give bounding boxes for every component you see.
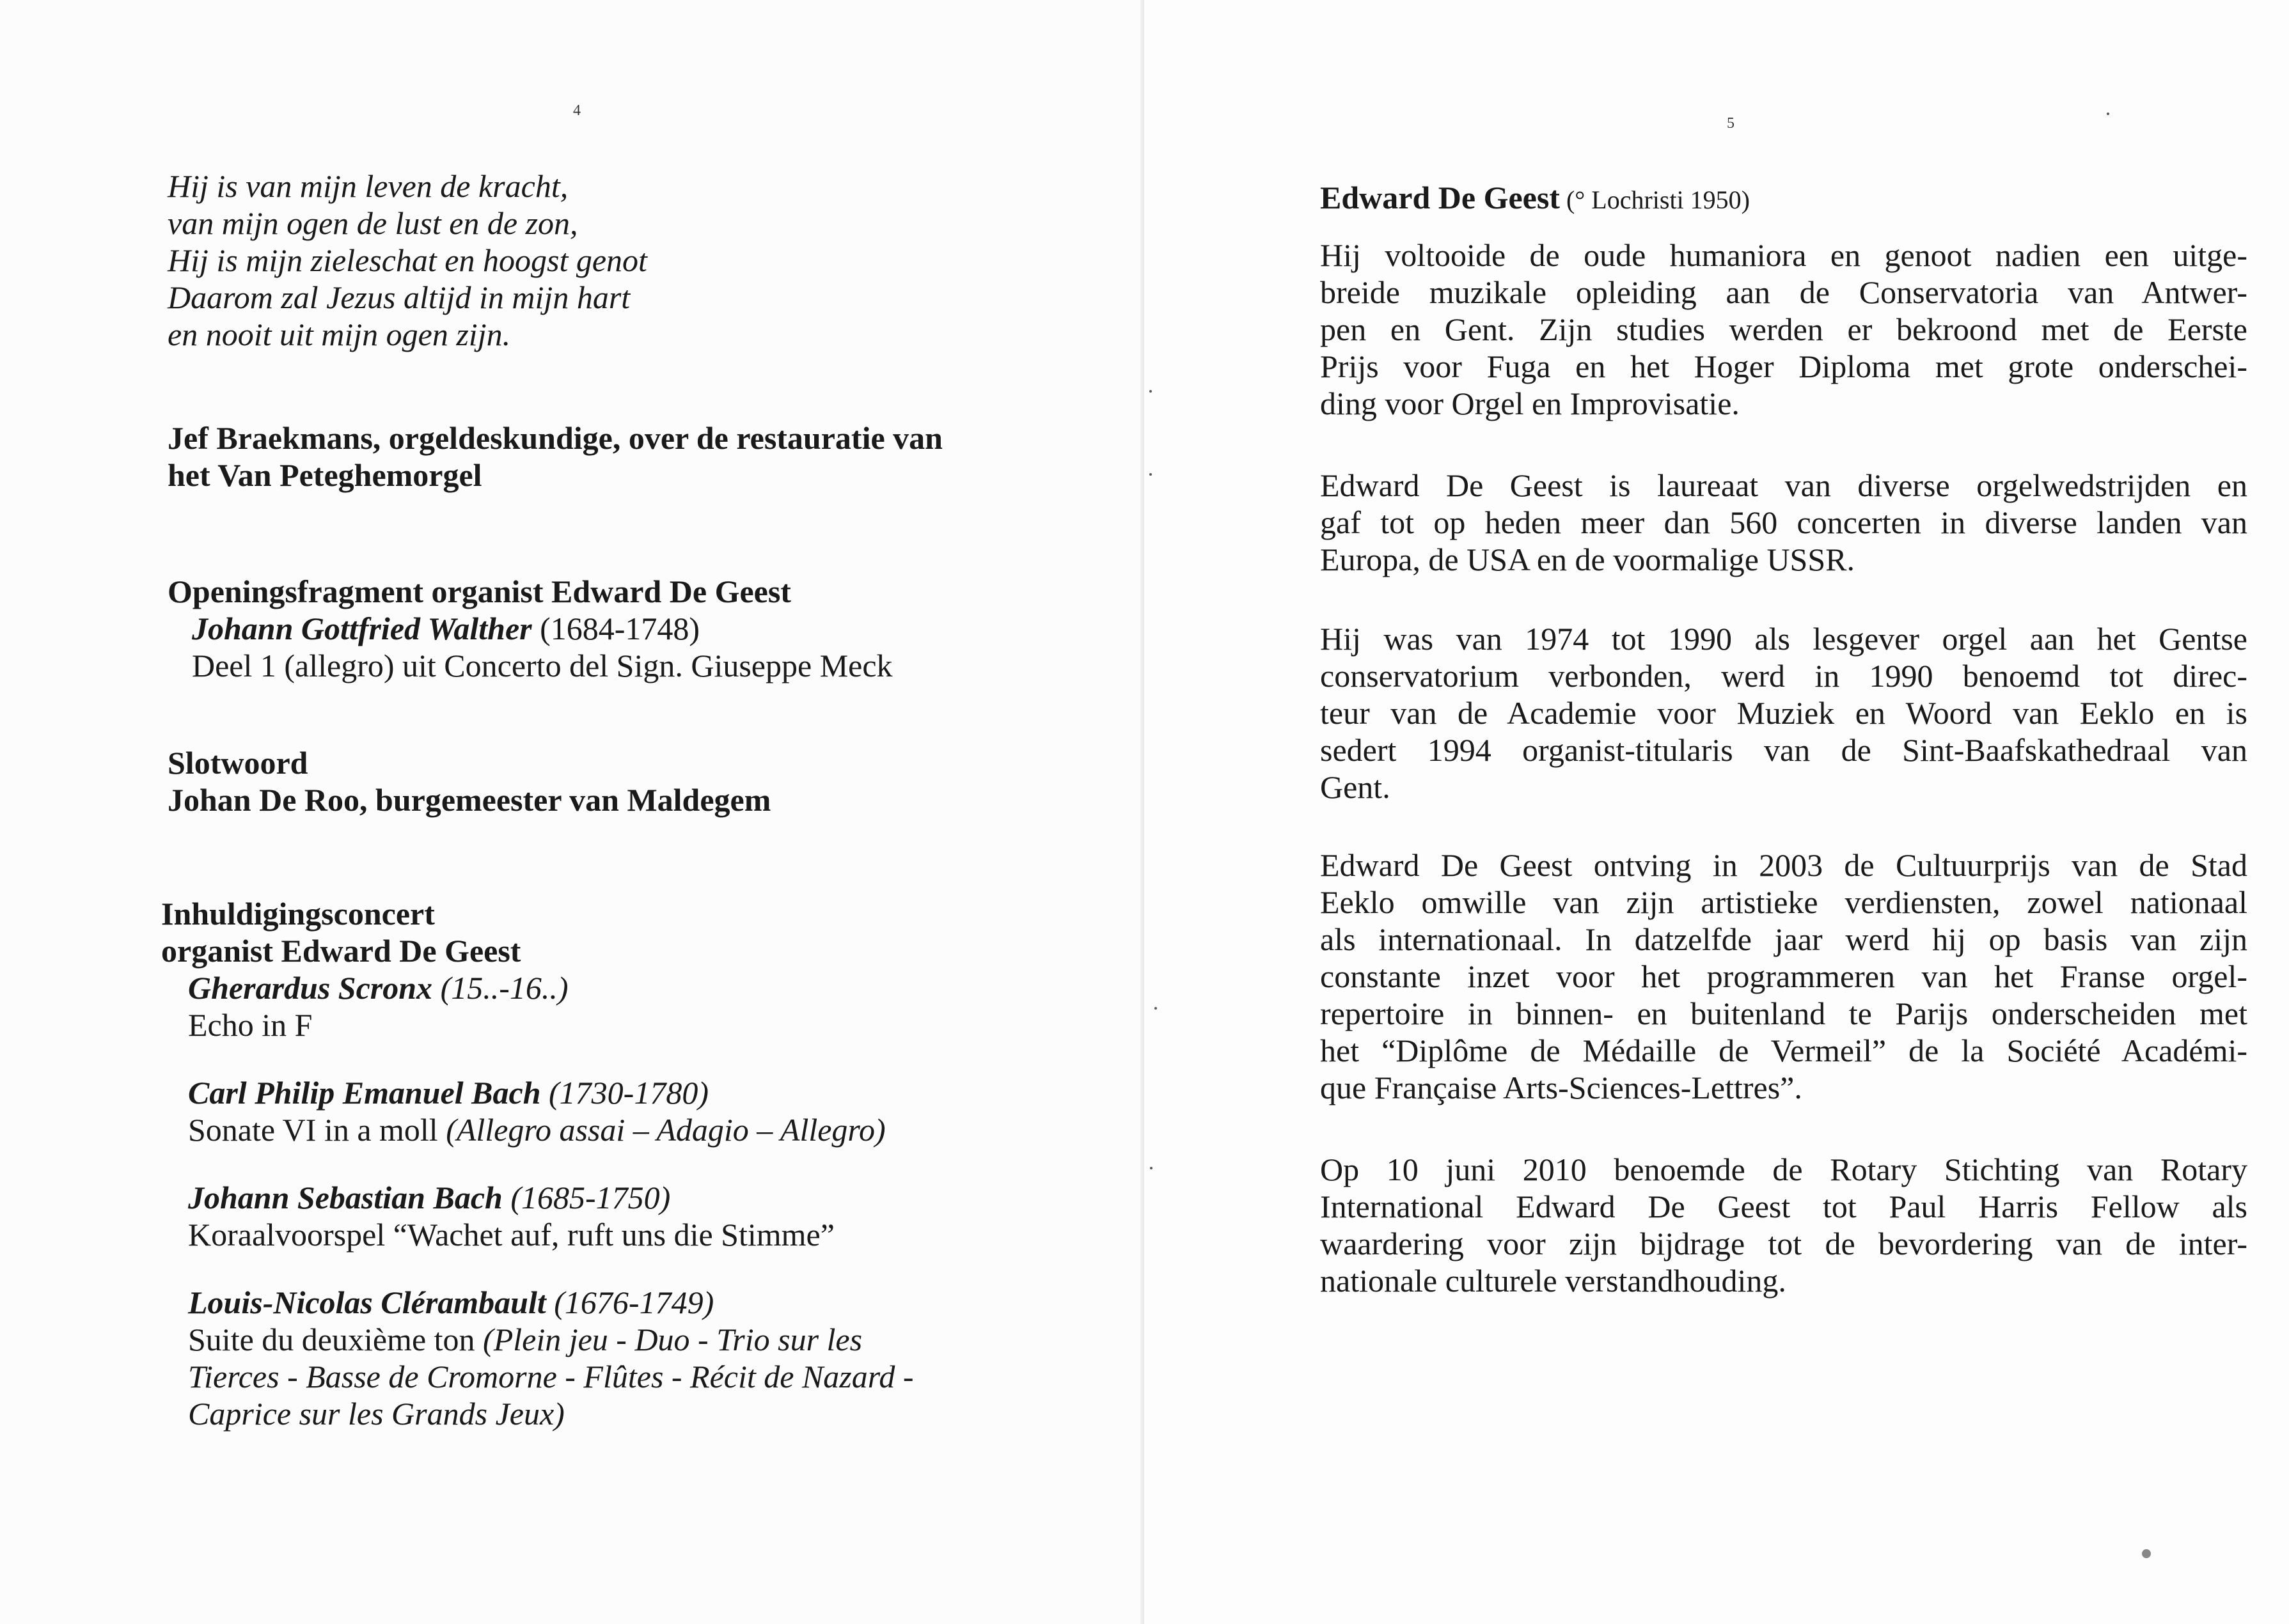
- bio-line: Eeklo omwille van zijn artistieke verdiensten, zowel nationaal: [1320, 884, 2247, 920]
- composer-dates: (1685-1750): [502, 1180, 671, 1215]
- bio-line: pen en Gent. Zijn studies werden er bekroond met de Eerste: [1320, 311, 2247, 347]
- opening-section: [168, 573, 893, 684]
- concert-subtitle: organist Edward De Geest: [161, 933, 521, 969]
- bio-paragraph: [1320, 847, 2247, 1106]
- program-item: [161, 1074, 914, 1148]
- scan-speck: [1149, 473, 1152, 476]
- composer-name: Johann Gottfried Walther: [192, 611, 532, 646]
- concert-title: Inhuldigingsconcert: [161, 896, 435, 932]
- work-text: Sonate VI in a moll: [188, 1112, 446, 1148]
- bio-line: Edward De Geest is laureaat van diverse orgelwedstrijden en: [1320, 467, 2247, 503]
- bio-line: International Edward De Geest tot Paul Harris Fellow als: [1320, 1189, 2247, 1224]
- scan-speck: [1150, 1167, 1152, 1169]
- bio-heading-line: [1320, 179, 1750, 219]
- poem-line: Hij is van mijn leven de kracht,: [168, 168, 569, 204]
- bio-paragraph: [1320, 467, 2247, 578]
- opening-composer-line: [168, 610, 893, 647]
- bio-line: nationale culturele verstandhouding.: [1320, 1263, 1786, 1299]
- bio-birth-note: (° Lochristi 1950): [1559, 185, 1750, 214]
- bio-line: waardering voor zijn bijdrage tot de bevordering van de inter-: [1320, 1226, 2247, 1261]
- bio-line: constante inzet voor het programmeren van het Franse orgel-: [1320, 958, 2247, 994]
- bio-line: als internationaal. In datzelfde jaar werd hij op basis van zijn: [1320, 921, 2247, 957]
- bio-line: Prijs voor Fuga en het Hoger Diploma met grote onderschei-: [1320, 348, 2247, 384]
- scan-speck: [2107, 113, 2109, 115]
- bio-heading: [1320, 179, 1750, 219]
- closing-section: [168, 744, 771, 818]
- composer-dates: (1676-1749): [546, 1284, 714, 1320]
- braekmans-heading: [168, 419, 943, 494]
- poem-line: Hij is mijn zieleschat en hoogst genot: [168, 242, 647, 278]
- composer-name: Johann Sebastian Bach: [188, 1180, 503, 1215]
- bio-line: Gent.: [1320, 769, 1390, 805]
- program-composer-line: [188, 1179, 914, 1216]
- bio-line: breide muzikale opleiding aan de Conservatoria van Antwer-: [1320, 274, 2247, 310]
- program-composer-line: [188, 1284, 914, 1321]
- scan-speck: [2142, 1549, 2151, 1558]
- bio-line: teur van de Academie voor Muziek en Woord van Eeklo en is: [1320, 695, 2247, 731]
- closing-speaker: Johan De Roo, burgemeester van Maldegem: [168, 782, 771, 818]
- program-work-line: [188, 1321, 914, 1358]
- bio-line: ding voor Orgel en Improvisatie.: [1320, 386, 1740, 421]
- program-composer-line: [188, 969, 914, 1006]
- bio-line: Edward De Geest ontving in 2003 de Cultuurprijs van de Stad: [1320, 847, 2247, 883]
- opening-title: Openingsfragment organist Edward De Geest: [168, 574, 791, 609]
- work-text: Suite du deuxième ton: [188, 1322, 484, 1357]
- program-work-line: [188, 1111, 914, 1148]
- program-work-line: [188, 1006, 914, 1043]
- work-movements: Caprice sur les Grands Jeux): [188, 1396, 565, 1432]
- program-work-line: [188, 1216, 914, 1253]
- bio-paragraph: [1320, 620, 2247, 806]
- work-movements: (Plein jeu - Duo - Trio sur les: [483, 1322, 863, 1357]
- bio-paragraph: [1320, 1151, 2247, 1299]
- bio-line: het “Diplôme de Médaille de Vermeil” de la Société Académi-: [1320, 1033, 2247, 1068]
- closing-title: Slotwoord: [168, 745, 308, 781]
- opening-work: Deel 1 (allegro) uit Concerto del Sign. Giuseppe Meck: [192, 648, 893, 683]
- heading-line: Jef Braekmans, orgeldeskundige, over de restauratie van: [168, 420, 943, 456]
- program-work-line: [188, 1358, 914, 1395]
- composer-dates: (1730-1780): [540, 1075, 709, 1111]
- bio-line: Europa, de USA en de voormalige USSR.: [1320, 542, 1855, 577]
- composer-dates: (15..-16..): [432, 970, 569, 1006]
- work-movements: Tierces - Basse de Cromorne - Flûtes - Récit de Nazard -: [188, 1359, 914, 1394]
- bio-paragraph: [1320, 237, 2247, 422]
- poem-line: van mijn ogen de lust en de zon,: [168, 205, 578, 241]
- bio-line: Hij was van 1974 tot 1990 als lesgever orgel aan het Gentse: [1320, 621, 2247, 657]
- program-item: [161, 1179, 914, 1253]
- scan-speck: [1149, 390, 1152, 393]
- bio-line: Hij voltooide de oude humaniora en genoot nadien een uitge-: [1320, 237, 2247, 273]
- work-text: Echo in F: [188, 1007, 313, 1043]
- bio-name: Edward De Geest: [1320, 180, 1560, 215]
- poem-line: en nooit uit mijn ogen zijn.: [168, 316, 511, 352]
- program-work-line: [188, 1395, 914, 1432]
- right-page: [1144, 0, 2289, 1624]
- scan-speck: [1154, 1007, 1157, 1010]
- left-page: [0, 0, 1144, 1624]
- composer-name: Gherardus Scronx: [188, 970, 433, 1006]
- bio-line: Op 10 juni 2010 benoemde de Rotary Stichting van Rotary: [1320, 1152, 2247, 1187]
- bio-line: que Française Arts-Sciences-Lettres”.: [1320, 1070, 1802, 1105]
- bio-line: conservatorium verbonden, werd in 1990 benoemd tot direc-: [1320, 658, 2247, 694]
- program-composer-line: [188, 1074, 914, 1111]
- poem: [168, 168, 647, 353]
- bio-line: sedert 1994 organist-titularis van de Sint-Baafskathedraal van: [1320, 732, 2247, 768]
- program-item: [161, 1284, 914, 1432]
- work-text: Koraalvoorspel “Wachet auf, ruft uns die Stimme”: [188, 1217, 835, 1253]
- work-movements: (Allegro assai – Adagio – Allegro): [446, 1112, 886, 1148]
- composer-name: Carl Philip Emanuel Bach: [188, 1075, 541, 1111]
- page-number: 5: [1727, 115, 1734, 132]
- program-item: [161, 969, 914, 1043]
- heading-line: het Van Peteghemorgel: [168, 457, 482, 493]
- composer-name: Louis-Nicolas Clérambault: [188, 1284, 546, 1320]
- concert-section: [161, 895, 914, 1432]
- composer-dates: (1684-1748): [531, 611, 700, 646]
- poem-line: Daarom zal Jezus altijd in mijn hart: [168, 279, 631, 315]
- bio-line: repertoire in binnen- en buitenland te Parijs onderscheiden met: [1320, 995, 2247, 1031]
- bio-line: gaf tot op heden meer dan 560 concerten in diverse landen van: [1320, 504, 2247, 540]
- page-number: 4: [573, 102, 581, 119]
